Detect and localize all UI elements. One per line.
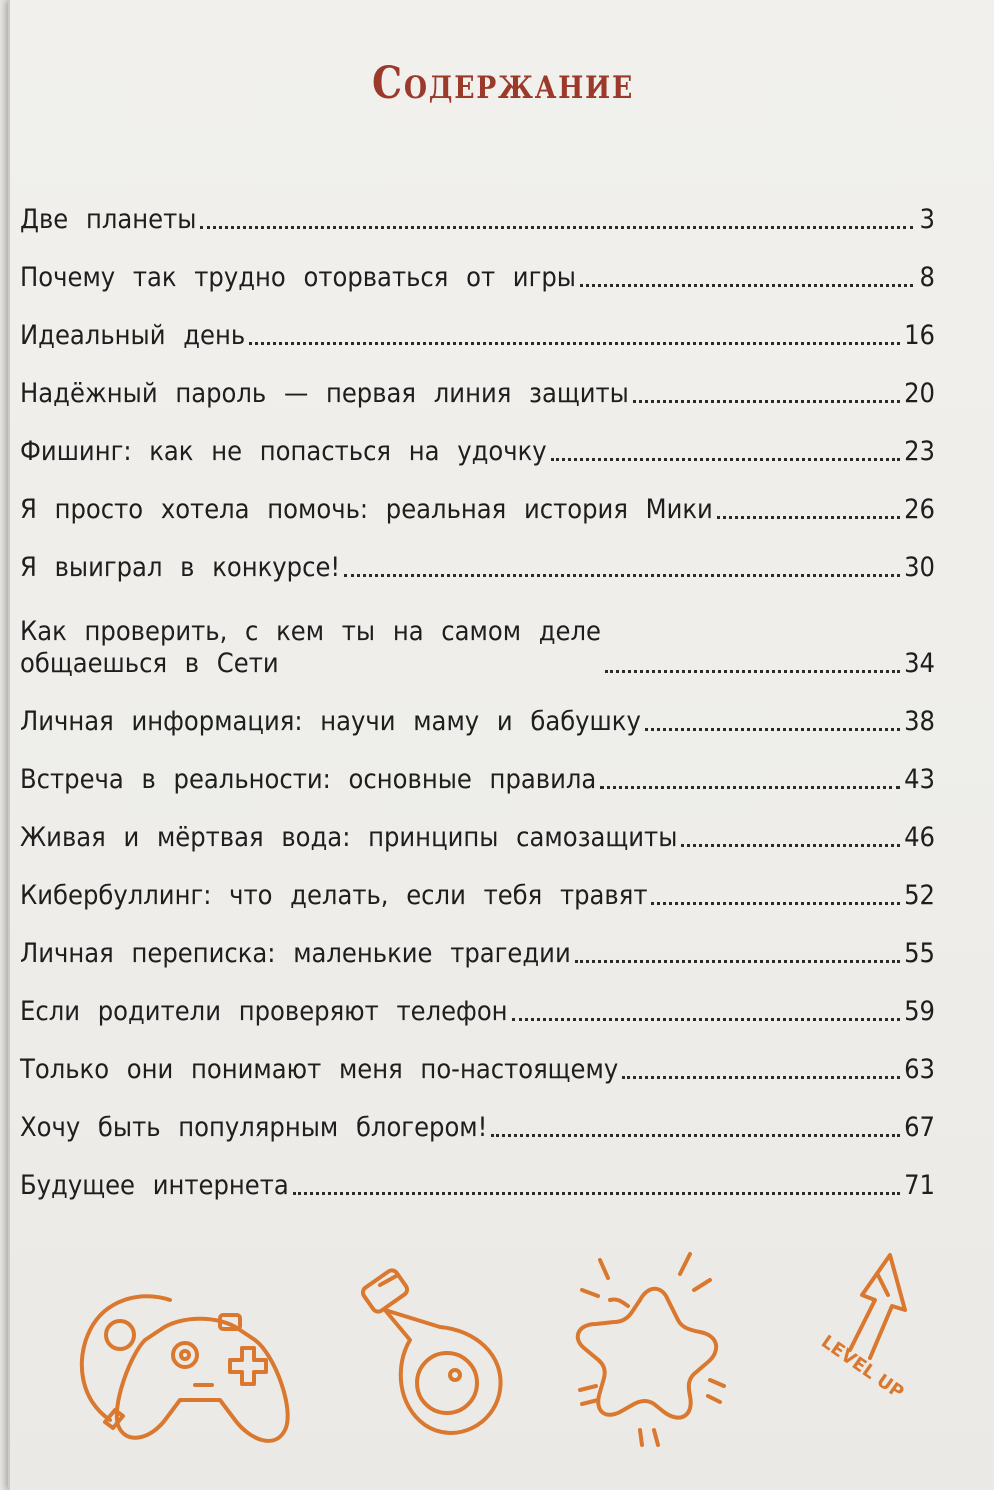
- dot-leader: [551, 458, 900, 461]
- toc-entry-page: 38: [904, 706, 935, 737]
- gamepad-icon: [70, 1260, 300, 1450]
- toc-entry-page: 23: [904, 436, 935, 467]
- toc-entry: [20, 1144, 935, 1202]
- star-icon: [570, 1240, 730, 1450]
- toc-entry-title: Если родители проверяют телефон: [20, 996, 508, 1027]
- toc-entry-title: Только они понимают меня по-настоящему: [20, 1054, 619, 1085]
- dot-leader: [605, 670, 900, 673]
- level-up-label: LEVEL UP: [817, 1331, 908, 1404]
- level-up-arrow-icon: [790, 1240, 930, 1440]
- toc-entry: [20, 236, 935, 294]
- toc-entry-page: 3: [919, 204, 935, 235]
- toc-entry: [20, 178, 935, 236]
- toc-entry-page: 16: [904, 320, 935, 351]
- table-of-contents: [20, 178, 935, 1202]
- toc-entry: [20, 970, 935, 1028]
- dot-leader: [249, 342, 900, 345]
- toc-entry-title: Живая и мёртвая вода: принципы самозащиты: [20, 822, 678, 853]
- toc-entry: [20, 1028, 935, 1086]
- toc-entry-page: 20: [904, 378, 935, 409]
- toc-entry: [20, 294, 935, 352]
- toc-entry-title: Фишинг: как не попасться на удочку: [20, 436, 547, 467]
- toc-entry: [20, 526, 935, 584]
- toc-entry-title: Как проверить, с кем ты на самом деле общаешься в Сети: [20, 616, 601, 679]
- toc-entry: [20, 796, 935, 854]
- toc-entry-title: Встреча в реальности: основные правила: [20, 764, 597, 795]
- toc-entry-page: 26: [904, 494, 935, 525]
- toc-entry-title: Надёжный пароль — первая линия защиты: [20, 378, 629, 409]
- potion-bottle-icon: [355, 1265, 505, 1445]
- dot-leader: [293, 1192, 900, 1195]
- dot-leader: [580, 284, 913, 287]
- toc-entry-page: 67: [904, 1112, 935, 1143]
- page-title: Содержание: [371, 58, 635, 109]
- dot-leader: [344, 574, 900, 577]
- toc-entry-title: Хочу быть популярным блогером!: [20, 1112, 488, 1143]
- dot-leader: [681, 844, 900, 847]
- toc-entry-page: 52: [904, 880, 935, 911]
- toc-entry-title: Личная информация: научи маму и бабушку: [20, 706, 641, 737]
- toc-entry-title: Две планеты: [20, 204, 197, 235]
- toc-entry-page: 43: [904, 764, 935, 795]
- toc-entry-page: 8: [919, 262, 935, 293]
- book-page: [8, 0, 994, 1490]
- toc-entry-page: 59: [904, 996, 935, 1027]
- toc-entry-title: Личная переписка: маленькие трагедии: [20, 938, 571, 969]
- toc-entry-title: Я выиграл в конкурсе!: [20, 552, 341, 583]
- dot-leader: [491, 1134, 900, 1137]
- toc-entry: [20, 410, 935, 468]
- toc-entry-page: 63: [904, 1054, 935, 1085]
- dot-leader: [717, 516, 900, 519]
- toc-entry: [20, 352, 935, 410]
- toc-entry-title: Будущее интернета: [20, 1170, 289, 1201]
- dot-leader: [575, 960, 900, 963]
- dot-leader: [651, 902, 900, 905]
- toc-entry-page: 71: [904, 1170, 935, 1201]
- decorative-icons: [70, 1240, 930, 1450]
- toc-entry-title: Идеальный день: [20, 320, 246, 351]
- dot-leader: [600, 786, 900, 789]
- toc-entry: [20, 468, 935, 526]
- toc-entry-title: Я просто хотела помочь: реальная история Мики: [20, 494, 713, 525]
- toc-entry: [20, 680, 935, 738]
- dot-leader: [645, 728, 900, 731]
- toc-entry-page: 30: [904, 552, 935, 583]
- dot-leader: [622, 1076, 900, 1079]
- toc-entry: [20, 584, 935, 680]
- toc-entry-page: 55: [904, 938, 935, 969]
- dot-leader: [633, 400, 900, 403]
- toc-entry: [20, 854, 935, 912]
- dot-leader: [200, 226, 913, 229]
- toc-entry: [20, 1086, 935, 1144]
- toc-entry: [20, 912, 935, 970]
- toc-entry-page: 46: [904, 822, 935, 853]
- dot-leader: [512, 1018, 901, 1021]
- toc-entry-page: 34: [904, 648, 935, 679]
- toc-entry-title: Почему так трудно оторваться от игры: [20, 262, 576, 293]
- toc-entry: [20, 738, 935, 796]
- toc-entry-title: Кибербуллинг: что делать, если тебя травят: [20, 880, 648, 911]
